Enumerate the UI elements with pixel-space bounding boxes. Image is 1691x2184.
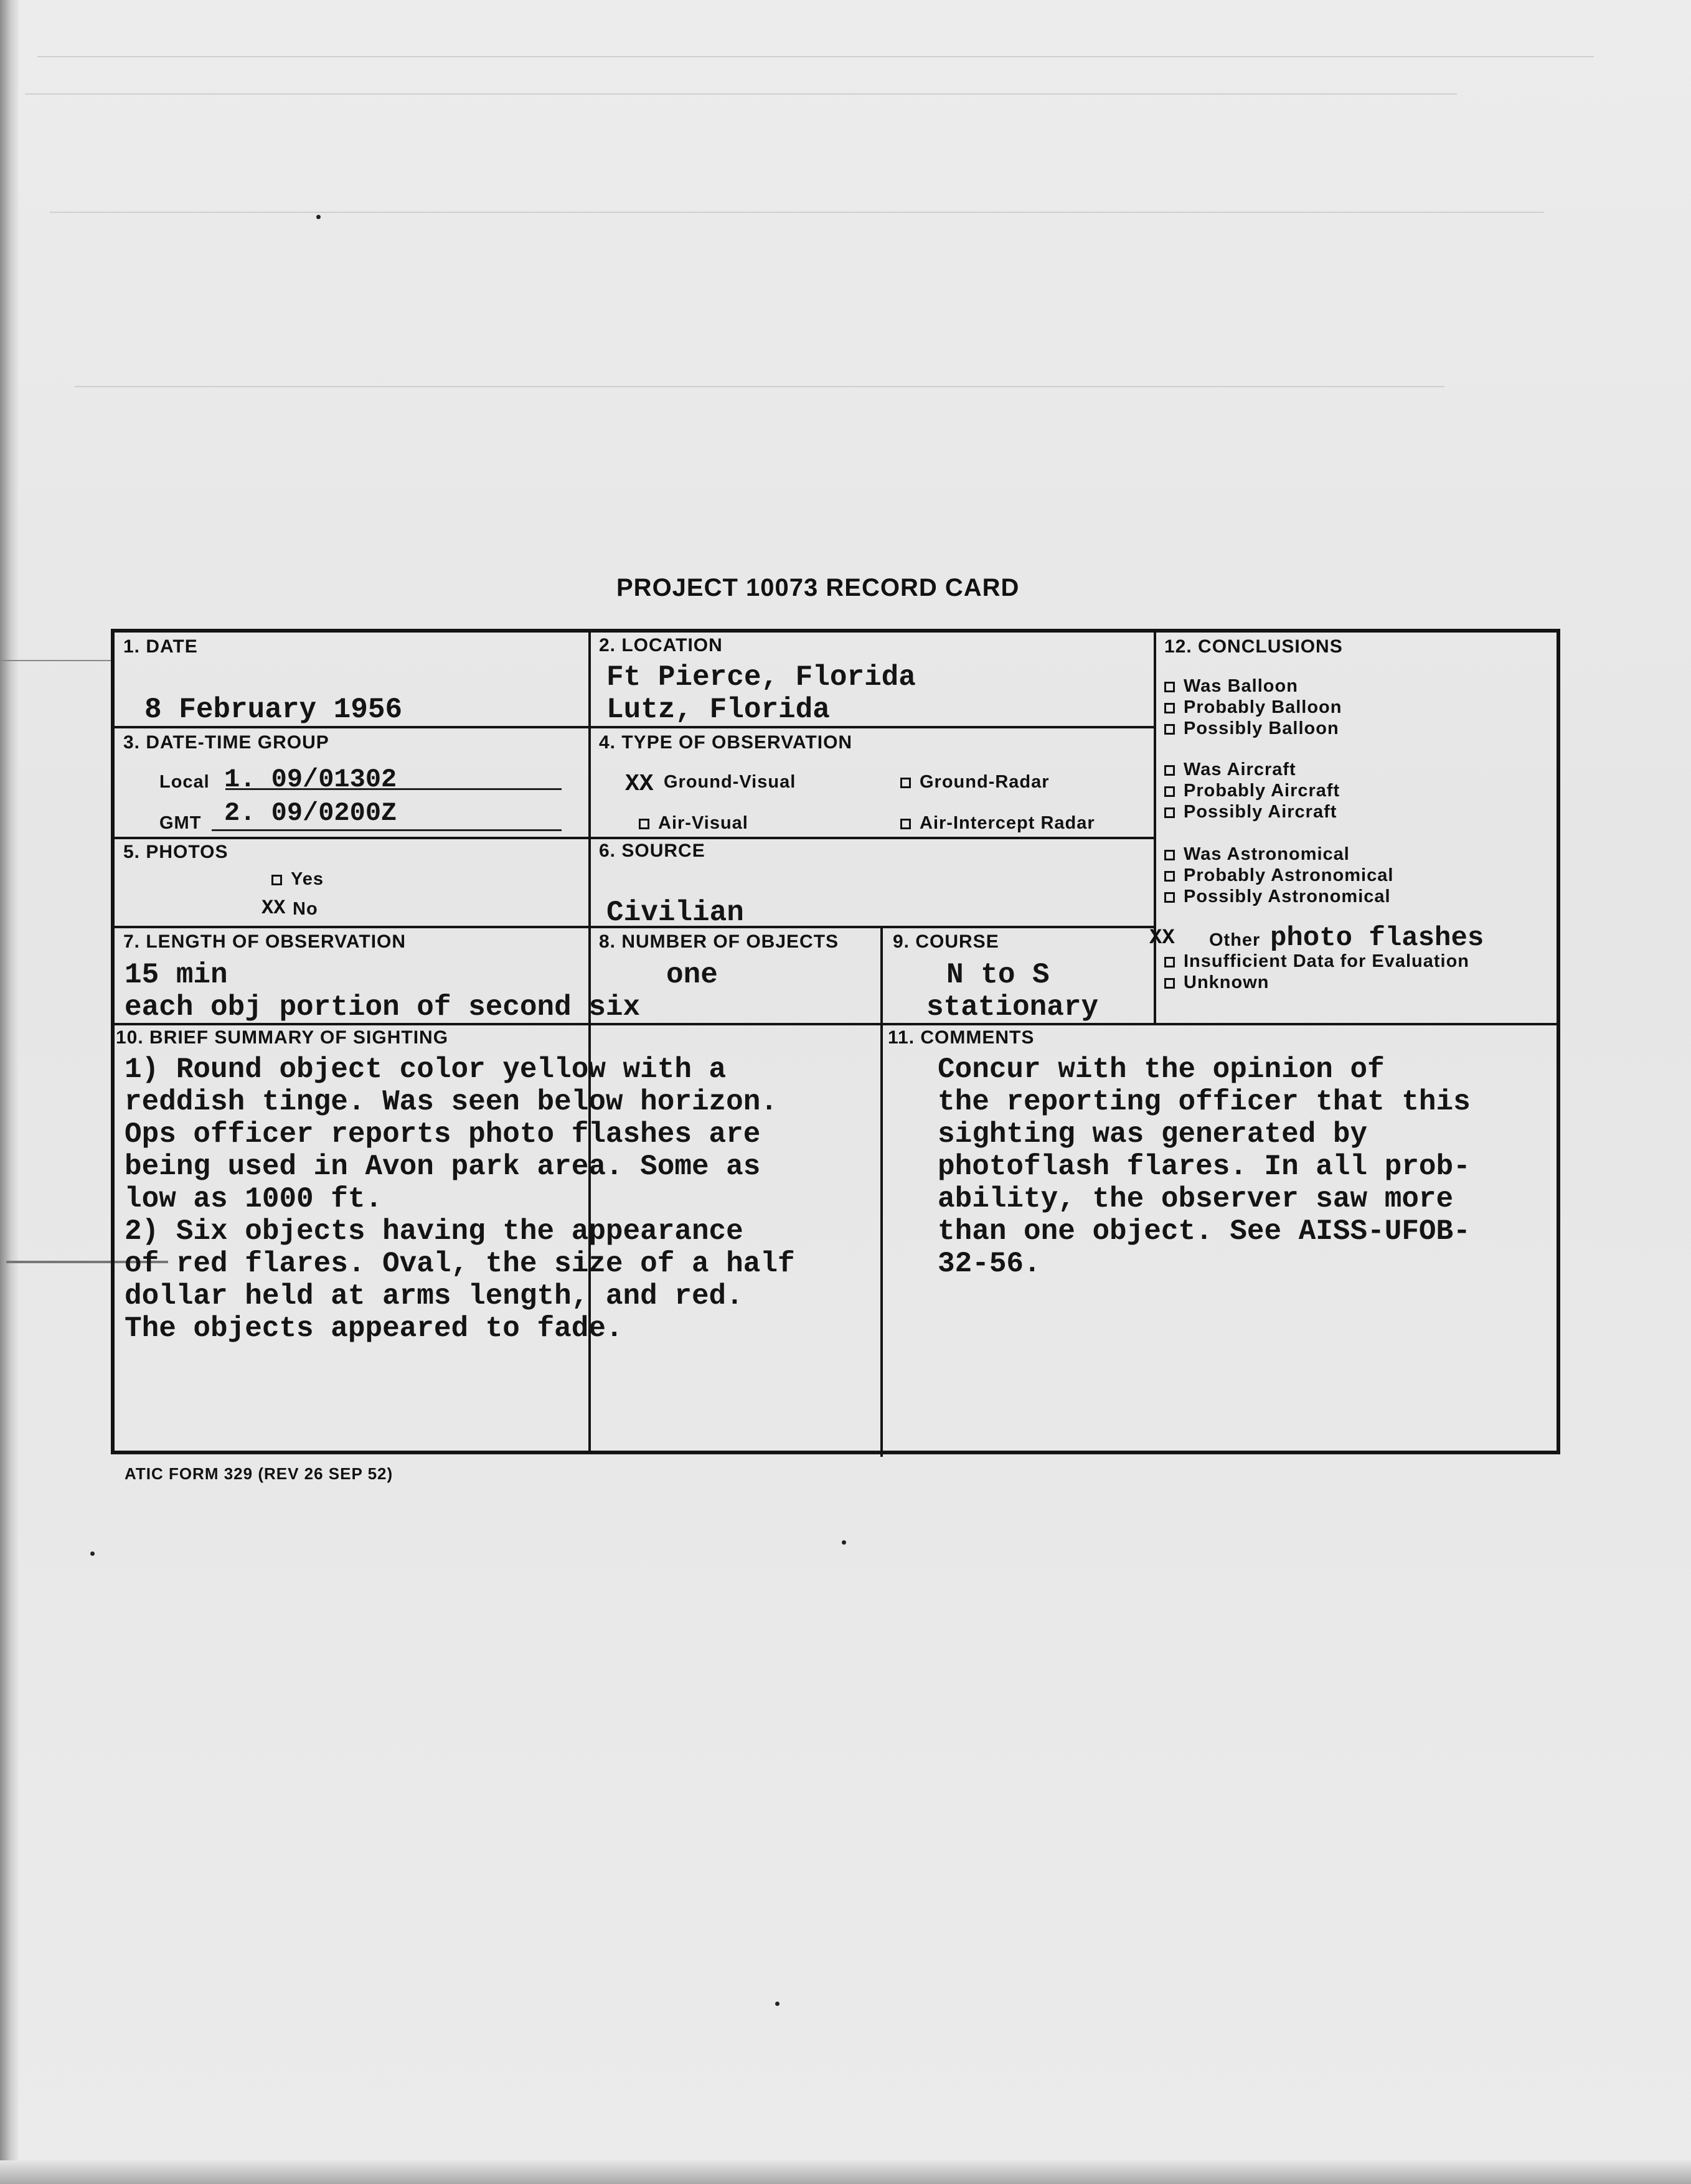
- ground-radar-option[interactable]: Ground-Radar: [900, 772, 1050, 793]
- divider: [880, 928, 883, 1457]
- length-label: 7. LENGTH OF OBSERVATION: [123, 931, 407, 952]
- checkbox-icon: [1164, 765, 1175, 776]
- comments-line: Concur with the opinion of: [938, 1053, 1385, 1086]
- scan-edge-left: [0, 0, 19, 2184]
- speck: [90, 1551, 95, 1556]
- card-title: PROJECT 10073 RECORD CARD: [616, 574, 1020, 601]
- summary-line: 2) Six objects having the appearance: [125, 1215, 743, 1248]
- summary-line: reddish tinge. Was seen below horizon.: [125, 1086, 778, 1118]
- summary-line: being used in Avon park area. Some as: [125, 1151, 761, 1183]
- checkbox-icon: [1164, 682, 1175, 692]
- divider: [588, 726, 1155, 728]
- divider: [112, 837, 1154, 839]
- scan-streak: [37, 56, 1594, 57]
- summary-label: 10. BRIEF SUMMARY OF SIGHTING: [116, 1027, 449, 1048]
- date-value: 8 February 1956: [144, 694, 403, 726]
- scan-streak: [0, 660, 112, 661]
- checkbox-icon: [1164, 978, 1175, 989]
- checkbox-icon: [1164, 892, 1175, 903]
- location-label: 2. LOCATION: [599, 635, 723, 656]
- dtg-local-label: Local: [159, 772, 210, 792]
- checkbox-icon: [900, 819, 911, 829]
- divider: [1154, 630, 1156, 1025]
- checkbox-icon: [271, 875, 282, 885]
- comments-line: the reporting officer that this: [938, 1086, 1471, 1118]
- conclusion-was-astronomical[interactable]: Was Astronomical: [1164, 844, 1350, 865]
- conclusion-other-value: photo flashes: [1270, 923, 1484, 954]
- photos-no-check[interactable]: XX: [261, 897, 286, 920]
- length-line1: 15 min: [125, 959, 228, 991]
- conclusion-probably-aircraft[interactable]: Probably Aircraft: [1164, 781, 1340, 801]
- location-line2: Lutz, Florida: [606, 694, 830, 726]
- summary-line: of red flares. Oval, the size of a half: [125, 1248, 795, 1280]
- dtg-gmt-label: GMT: [159, 813, 202, 833]
- comments-line: photoflash flares. In all prob-: [938, 1151, 1471, 1183]
- conclusion-possibly-aircraft[interactable]: Possibly Aircraft: [1164, 802, 1337, 822]
- summary-line: 1) Round object color yellow with a: [125, 1053, 727, 1086]
- checkbox-icon: [1164, 957, 1175, 967]
- checkbox-icon: [1164, 850, 1175, 860]
- conclusion-was-aircraft[interactable]: Was Aircraft: [1164, 760, 1296, 780]
- source-label: 6. SOURCE: [599, 840, 705, 861]
- air-visual-option[interactable]: Air-Visual: [639, 813, 748, 834]
- checkbox-icon: [1164, 871, 1175, 882]
- photos-label: 5. PHOTOS: [123, 842, 228, 862]
- speck: [775, 2002, 780, 2006]
- summary-line: The objects appeared to fade.: [125, 1312, 623, 1345]
- conclusions-label: 12. CONCLUSIONS: [1164, 636, 1343, 657]
- scan-edge-bottom: [0, 2160, 1691, 2184]
- photos-no-option: No: [293, 899, 318, 919]
- num-objects-value: one: [666, 959, 718, 991]
- comments-line: sighting was generated by: [938, 1118, 1368, 1151]
- conclusion-other-check[interactable]: XX: [1149, 926, 1175, 950]
- summary-line: low as 1000 ft.: [125, 1183, 383, 1215]
- dtg-gmt-line: [212, 829, 562, 831]
- source-value: Civilian: [606, 897, 744, 929]
- checkbox-icon: [1164, 786, 1175, 797]
- comments-line: than one object. See AISS-UFOB-: [938, 1215, 1471, 1248]
- checkbox-icon: [1164, 724, 1175, 735]
- length-line2: each obj portion of second six: [125, 991, 641, 1024]
- ground-visual-option: Ground-Visual: [664, 772, 796, 792]
- conclusion-possibly-astronomical[interactable]: Possibly Astronomical: [1164, 887, 1391, 907]
- scan-streak: [50, 212, 1544, 213]
- course-line2: stationary: [926, 991, 1099, 1024]
- location-line1: Ft Pierce, Florida: [606, 661, 916, 694]
- speck: [316, 215, 321, 219]
- checkbox-icon: [1164, 807, 1175, 818]
- form-number: ATIC FORM 329 (REV 26 SEP 52): [125, 1464, 393, 1483]
- conclusion-was-balloon[interactable]: Was Balloon: [1164, 676, 1298, 697]
- comments-label: 11. COMMENTS: [888, 1027, 1035, 1048]
- dtg-local-value: 1. 09/01302: [224, 765, 397, 794]
- conclusion-probably-balloon[interactable]: Probably Balloon: [1164, 697, 1342, 718]
- scan-streak: [25, 93, 1457, 95]
- num-objects-label: 8. NUMBER OF OBJECTS: [599, 931, 839, 952]
- checkbox-icon: [639, 819, 649, 829]
- ground-visual-check[interactable]: XX: [625, 771, 654, 798]
- conclusion-unknown[interactable]: Unknown: [1164, 972, 1269, 993]
- obs-type-label: 4. TYPE OF OBSERVATION: [599, 732, 853, 753]
- summary-line: dollar held at arms length, and red.: [125, 1280, 743, 1312]
- conclusion-other-label: Other: [1209, 930, 1261, 950]
- conclusion-possibly-balloon[interactable]: Possibly Balloon: [1164, 718, 1339, 739]
- date-label: 1. DATE: [123, 636, 198, 657]
- comments-line: 32-56.: [938, 1248, 1041, 1280]
- summary-line: Ops officer reports photo flashes are: [125, 1118, 761, 1151]
- air-intercept-option[interactable]: Air-Intercept Radar: [900, 813, 1095, 834]
- checkbox-icon: [900, 778, 911, 788]
- speck: [842, 1540, 846, 1545]
- photos-yes-option[interactable]: Yes: [271, 869, 324, 890]
- scan-streak: [75, 386, 1444, 387]
- course-label: 9. COURSE: [893, 931, 999, 952]
- comments-line: ability, the observer saw more: [938, 1183, 1454, 1215]
- conclusion-insufficient[interactable]: Insufficient Data for Evaluation: [1164, 951, 1469, 972]
- dtg-gmt-value: 2. 09/0200Z: [224, 798, 397, 828]
- course-line1: N to S: [946, 959, 1050, 991]
- divider: [112, 726, 589, 728]
- dtg-label: 3. DATE-TIME GROUP: [123, 732, 329, 753]
- checkbox-icon: [1164, 703, 1175, 713]
- conclusion-probably-astronomical[interactable]: Probably Astronomical: [1164, 865, 1393, 886]
